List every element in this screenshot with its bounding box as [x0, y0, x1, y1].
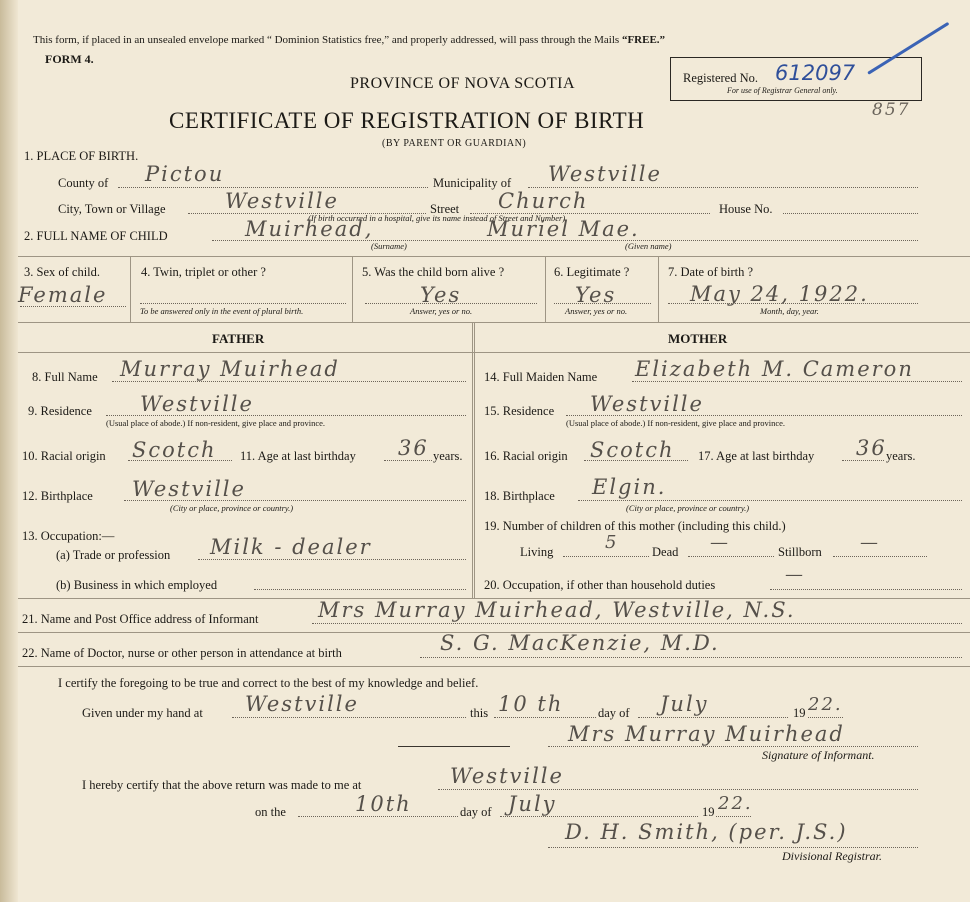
living-label: Living — [520, 545, 554, 559]
province-heading: PROVINCE OF NOVA SCOTIA — [350, 75, 576, 92]
dob-label: 7. Date of birth ? — [668, 265, 754, 279]
certificate-subtitle: (BY PARENT OR GUARDIAN) — [382, 138, 527, 149]
city-label: City, Town or Village — [58, 202, 166, 216]
given-name-caption: (Given name) — [625, 241, 672, 251]
informant-label: 21. Name and Post Office address of Informant — [22, 612, 259, 626]
father-residence-value: Westville — [140, 392, 254, 416]
father-age-unit: years. — [433, 449, 463, 463]
mother-residence-value: Westville — [590, 392, 704, 416]
child-surname-value: Muirhead, — [245, 217, 374, 241]
dead-value: — — [710, 532, 730, 553]
this-label: this — [470, 706, 489, 720]
place-of-birth-label: 1. PLACE OF BIRTH. — [24, 149, 139, 163]
given-place-value: Westville — [245, 692, 359, 716]
given-year-prefix: 19 — [793, 706, 806, 720]
father-residence-label: 9. Residence — [28, 404, 92, 418]
doctor-value: S. G. MacKenzie, M.D. — [440, 631, 720, 655]
sex-label: 3. Sex of child. — [24, 265, 101, 279]
father-heading: FATHER — [212, 331, 265, 346]
street-label: Street — [430, 202, 460, 216]
trade-label: (a) Trade or profession — [56, 548, 171, 562]
mail-notice: This form, if placed in an unsealed envelope marked “ Dominion Statistics free,” and properly addressed, will pass through the Mails “FREE.” — [33, 34, 666, 46]
legitimate-note: Answer, yes or no. — [565, 306, 628, 316]
form-number: FORM 4. — [45, 52, 94, 66]
surname-caption: (Surname) — [371, 241, 407, 251]
mother-occupation-value: — — [785, 564, 805, 585]
given-month-value: July — [660, 692, 709, 716]
mother-heading: MOTHER — [668, 331, 728, 346]
city-value: Westville — [225, 189, 339, 213]
stillborn-label: Stillborn — [778, 545, 822, 559]
father-racial-label: 10. Racial origin — [22, 449, 106, 463]
children-count-label: 19. Number of children of this mother (including this child.) — [484, 519, 786, 533]
dob-value: May 24, 1922. — [690, 282, 869, 306]
hospital-note: (If birth occurred in a hospital, give its name instead of Street and Number) — [308, 213, 566, 223]
mother-name-label: 14. Full Maiden Name — [484, 370, 598, 384]
given-under-hand-label: Given under my hand at — [82, 706, 203, 720]
informant-signature-caption: Signature of Informant. — [762, 748, 875, 762]
child-given-name-value: Muriel Mae. — [487, 217, 640, 241]
street-value: Church — [498, 189, 589, 213]
mother-occupation-label: 20. Occupation, if other than household duties — [484, 578, 716, 592]
mother-birthplace-note: (City or place, province or country.) — [626, 503, 750, 513]
father-age-value: 36 — [398, 436, 429, 460]
legitimate-label: 6. Legitimate ? — [554, 265, 630, 279]
doctor-label: 22. Name of Doctor, nurse or other person in attendance at birth — [22, 646, 342, 660]
return-place-value: Westville — [450, 764, 564, 788]
father-name-value: Murray Muirhead — [120, 357, 340, 381]
margin-note: 857 — [872, 100, 911, 120]
county-value: Pictou — [145, 162, 225, 186]
house-number-label: House No. — [719, 202, 773, 216]
mother-racial-label: 16. Racial origin — [484, 449, 568, 463]
alive-value: Yes — [420, 283, 462, 307]
father-residence-note: (Usual place of abode.) If non-resident, give place and province. — [106, 418, 326, 428]
certificate-title: CERTIFICATE OF REGISTRATION OF BIRTH — [169, 108, 645, 133]
mother-name-value: Elizabeth M. Cameron — [635, 357, 914, 381]
father-birthplace-label: 12. Birthplace — [22, 489, 93, 503]
mother-birthplace-label: 18. Birthplace — [484, 489, 555, 503]
mother-age-unit: years. — [886, 449, 916, 463]
return-statement: I hereby certify that the above return was made to me at — [82, 778, 362, 792]
alive-note: Answer, yes or no. — [410, 306, 473, 316]
municipality-value: Westville — [548, 162, 662, 186]
registrar-signature-caption: Divisional Registrar. — [782, 849, 883, 863]
mother-age-value: 36 — [856, 436, 887, 460]
municipality-label: Municipality of — [433, 176, 512, 190]
return-day-value: 10th — [355, 792, 412, 816]
father-age-label: 11. Age at last birthday — [240, 449, 356, 463]
binding-edge — [0, 0, 18, 902]
given-day-value: 10 th — [498, 692, 564, 716]
twin-note: To be answered only in the event of plural birth. — [140, 306, 304, 316]
return-on-the-label: on the — [255, 805, 286, 819]
mother-residence-label: 15. Residence — [484, 404, 555, 418]
registered-label: Registered No. — [683, 71, 758, 85]
legitimate-value: Yes — [575, 283, 617, 307]
return-month-value: July — [508, 792, 557, 816]
registrar-use-note: For use of Registrar General only. — [727, 86, 838, 95]
return-year-prefix: 19 — [702, 805, 715, 819]
dob-note: Month, day, year. — [760, 306, 819, 316]
mother-age-label: 17. Age at last birthday — [698, 449, 815, 463]
given-year-value: 22. — [808, 694, 843, 715]
return-day-of-label: day of — [460, 805, 492, 819]
mother-racial-value: Scotch — [590, 438, 675, 462]
child-name-label: 2. FULL NAME OF CHILD — [24, 229, 168, 243]
stillborn-value: — — [860, 532, 880, 553]
father-birthplace-note: (City or place, province or country.) — [170, 503, 294, 513]
business-label: (b) Business in which employed — [56, 578, 218, 592]
living-value: 5 — [605, 532, 619, 553]
mother-residence-note: (Usual place of abode.) If non-resident, give place and province. — [566, 418, 786, 428]
certify-statement: I certify the foregoing to be true and correct to the best of my knowledge and belief. — [58, 676, 479, 690]
return-year-value: 22. — [718, 793, 753, 814]
county-label: County of — [58, 176, 109, 190]
given-day-of-label: day of — [598, 706, 630, 720]
father-name-label: 8. Full Name — [32, 370, 98, 384]
mother-birthplace-value: Elgin. — [592, 475, 667, 499]
father-birthplace-value: Westville — [132, 477, 246, 501]
alive-label: 5. Was the child born alive ? — [362, 265, 505, 279]
dead-label: Dead — [652, 545, 679, 559]
registrar-signature: D. H. Smith, (per. J.S.) — [565, 820, 848, 844]
trade-value: Milk - dealer — [210, 535, 372, 559]
sex-value: Female — [18, 283, 108, 307]
twin-label: 4. Twin, triplet or other ? — [141, 265, 266, 279]
informant-value: Mrs Murray Muirhead, Westville, N.S. — [318, 598, 796, 622]
father-occupation-label: 13. Occupation:— — [22, 529, 115, 543]
father-racial-value: Scotch — [132, 438, 217, 462]
informant-signature: Mrs Murray Muirhead — [568, 722, 845, 746]
registered-number: 612097 — [775, 61, 856, 85]
